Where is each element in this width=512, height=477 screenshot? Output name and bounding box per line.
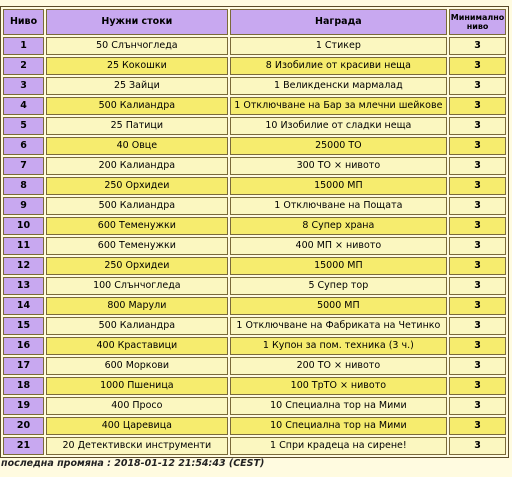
table-header-row [3,9,506,35]
table-row [3,237,506,255]
cell-level: 6 [3,137,44,155]
cell-reward: 10 Специална тор на Мими [230,417,447,435]
cell-reward: 15000 МП [230,257,447,275]
cell-reward: 1 Отключване на Пощата [230,197,447,215]
table-row [3,137,506,155]
cell-level: 15 [3,317,44,335]
cell-min-level: 3 [449,317,506,335]
table-row [3,57,506,75]
cell-level: 14 [3,297,44,315]
cell-reward: 25000 ТО [230,137,447,155]
header-min-level: Минимално ниво [449,9,506,35]
cell-level: 17 [3,357,44,375]
cell-level: 12 [3,257,44,275]
cell-reward: 400 МП × нивото [230,237,447,255]
last-modified: последна промяна : 2018-01-12 21:54:43 (CEST) [1,458,265,469]
cell-min-level: 3 [449,357,506,375]
cell-reward: 10 Изобилие от сладки неща [230,117,447,135]
cell-level: 16 [3,337,44,355]
cell-reward: 1 Отключване на Бар за млечни шейкове [230,97,447,115]
cell-min-level: 3 [449,37,506,55]
cell-goods: 600 Моркови [46,357,228,375]
cell-level: 11 [3,237,44,255]
cell-goods: 200 Калиандра [46,157,228,175]
cell-min-level: 3 [449,77,506,95]
table-row [3,37,506,55]
cell-reward: 15000 МП [230,177,447,195]
cell-level: 10 [3,217,44,235]
cell-goods: 600 Теменужки [46,237,228,255]
table-row [3,377,506,395]
table-row [3,277,506,295]
cell-min-level: 3 [449,117,506,135]
cell-goods: 600 Теменужки [46,217,228,235]
cell-reward: 8 Изобилие от красиви неща [230,57,447,75]
rewards-table [0,6,509,458]
table-body [3,37,506,455]
cell-min-level: 3 [449,297,506,315]
table-row [3,297,506,315]
cell-reward: 1 Великденски мармалад [230,77,447,95]
cell-level: 9 [3,197,44,215]
table-row [3,197,506,215]
cell-reward: 1 Купон за пом. техника (3 ч.) [230,337,447,355]
cell-min-level: 3 [449,237,506,255]
cell-level: 4 [3,97,44,115]
cell-level: 2 [3,57,44,75]
table-row [3,217,506,235]
cell-goods: 25 Патици [46,117,228,135]
cell-reward: 1 Спри крадеца на сирене! [230,437,447,455]
cell-level: 7 [3,157,44,175]
table-row [3,117,506,135]
table-row [3,437,506,455]
cell-min-level: 3 [449,217,506,235]
table-row [3,157,506,175]
cell-goods: 100 Слънчогледа [46,277,228,295]
cell-goods: 500 Калиандра [46,317,228,335]
cell-min-level: 3 [449,377,506,395]
table-row [3,397,506,415]
cell-goods: 1000 Пшеница [46,377,228,395]
cell-reward: 10 Специална тор на Мими [230,397,447,415]
cell-min-level: 3 [449,177,506,195]
cell-min-level: 3 [449,277,506,295]
table-row [3,357,506,375]
cell-goods: 250 Орхидеи [46,177,228,195]
cell-level: 1 [3,37,44,55]
cell-level: 3 [3,77,44,95]
table-row [3,337,506,355]
cell-goods: 500 Калиандра [46,97,228,115]
cell-min-level: 3 [449,197,506,215]
table-row [3,257,506,275]
cell-min-level: 3 [449,257,506,275]
cell-min-level: 3 [449,57,506,75]
cell-reward: 5 Супер тор [230,277,447,295]
header-level: Ниво [3,9,44,35]
table-row [3,417,506,435]
cell-goods: 40 Овце [46,137,228,155]
cell-goods: 800 Марули [46,297,228,315]
cell-goods: 500 Калиандра [46,197,228,215]
cell-reward: 5000 МП [230,297,447,315]
cell-level: 5 [3,117,44,135]
cell-reward: 200 ТО × нивото [230,357,447,375]
table-row [3,317,506,335]
cell-goods: 400 Просо [46,397,228,415]
cell-reward: 100 ТрТО × нивото [230,377,447,395]
cell-level: 20 [3,417,44,435]
cell-level: 19 [3,397,44,415]
cell-goods: 400 Царевица [46,417,228,435]
table-row [3,177,506,195]
table-row [3,77,506,95]
cell-reward: 300 ТО × нивото [230,157,447,175]
cell-min-level: 3 [449,137,506,155]
cell-level: 18 [3,377,44,395]
cell-reward: 1 Стикер [230,37,447,55]
cell-level: 13 [3,277,44,295]
cell-reward: 1 Отключване на Фабриката на Четинко [230,317,447,335]
cell-goods: 25 Кокошки [46,57,228,75]
cell-min-level: 3 [449,417,506,435]
cell-reward: 8 Супер храна [230,217,447,235]
cell-goods: 400 Краставици [46,337,228,355]
cell-min-level: 3 [449,157,506,175]
table-row [3,97,506,115]
cell-level: 8 [3,177,44,195]
cell-goods: 25 Зайци [46,77,228,95]
cell-min-level: 3 [449,437,506,455]
header-goods: Нужни стоки [46,9,228,35]
cell-goods: 20 Детективски инструменти [46,437,228,455]
cell-goods: 50 Слънчогледа [46,37,228,55]
cell-min-level: 3 [449,97,506,115]
cell-level: 21 [3,437,44,455]
cell-min-level: 3 [449,397,506,415]
cell-goods: 250 Орхидеи [46,257,228,275]
cell-min-level: 3 [449,337,506,355]
header-reward: Награда [230,9,447,35]
